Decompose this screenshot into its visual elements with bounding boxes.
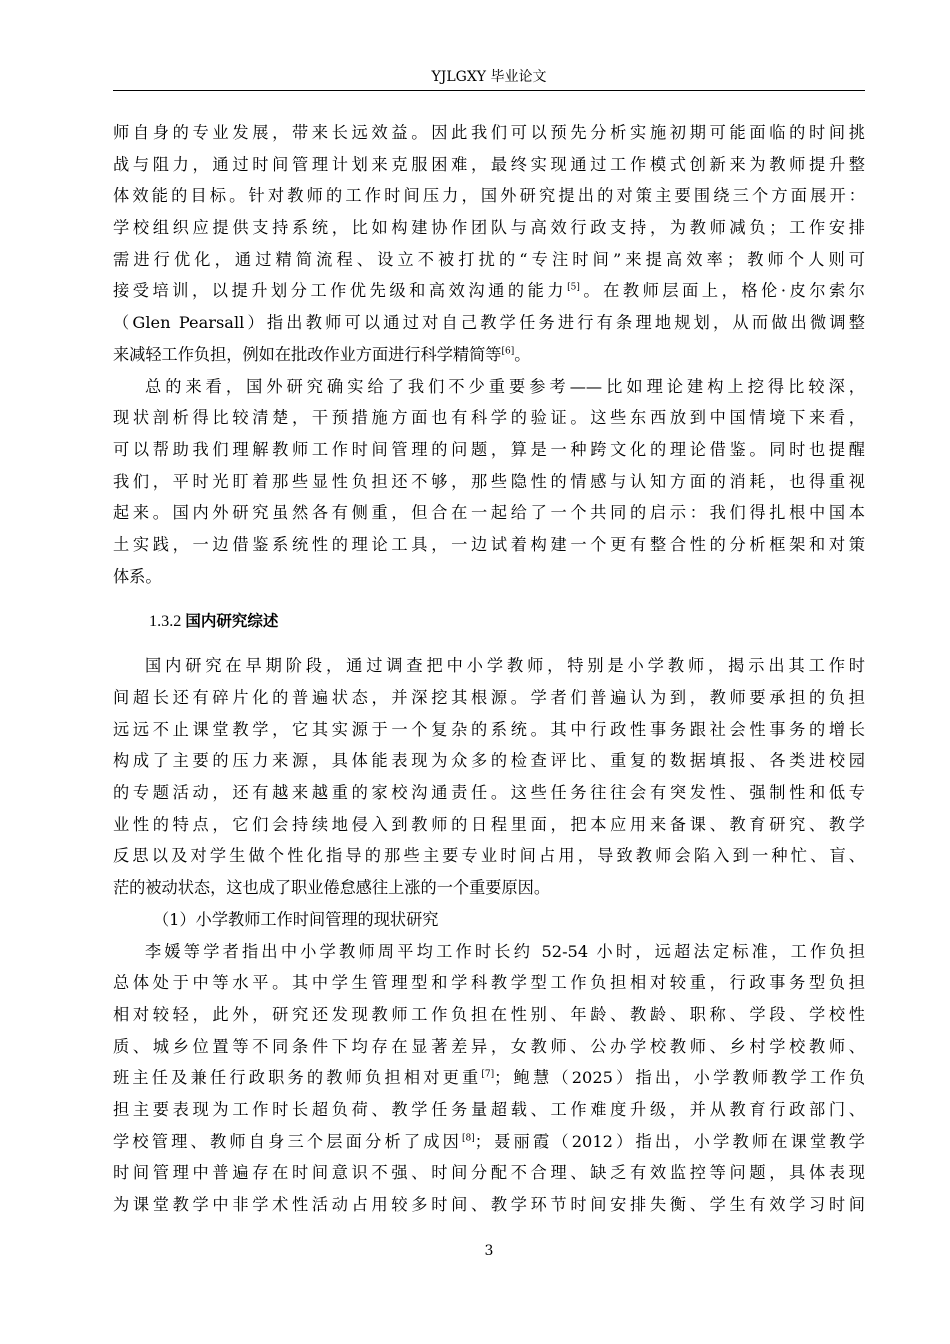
text-line: 间超长还有碎片化的普遍状态，并深挖其根源。学者们普遍认为到，教师要承担的负担: [113, 688, 865, 707]
text-line: 学校组织应提供支持系统，比如构建协作团队与高效行政支持，为教师减负；工作安排: [113, 218, 865, 238]
citation-ref: [5]: [567, 283, 580, 294]
subheading: （1）小学教师工作时间管理的现状研究: [153, 909, 439, 929]
text-line: [113, 1062, 865, 1094]
text-segment: 来减轻工作负担，例如在批改作业方面进行科学精简等: [113, 344, 502, 364]
text-line: 可以帮助我们理解教师工作时间管理的问题，算是一种跨文化的理论借鉴。同时也提醒: [113, 439, 865, 459]
text-line: 国内研究在早期阶段，通过调查把中小学教师，特别是小学教师，揭示出其工作时: [145, 656, 865, 676]
text-segment: 。在教师层面上，格伦·皮尔索尔: [579, 281, 865, 301]
text-segment: 班主任及兼任行政职务的教师负担相对更重: [113, 1068, 482, 1088]
text-line: 远远不止课堂教学，它其实源于一个复杂的系统。其中行政性事务跟社会性事务的增长: [113, 719, 865, 739]
text-line: 土实践，一边借鉴系统性的理论工具，一边试着构建一个更有整合性的分析框架和对策: [113, 534, 865, 554]
text-line: 的专题活动，还有越来越重的家校沟通责任。这些任务往往会有突发性、强制性和低专: [113, 783, 865, 803]
text-line: 质、城乡位置等不同条件下均存在显著差异，女教师、公办学校教师、乡村学校教师、: [113, 1036, 865, 1056]
paragraph-status-research: [113, 936, 865, 1221]
text-line: 构成了主要的压力来源，具体能表现为众多的检查评比、重复的数据填报、各类进校园: [113, 751, 865, 771]
text-line: 茫的被动状态，这也成了职业倦怠感往上涨的一个重要原因。: [113, 878, 551, 898]
text-line: 起来。国内外研究虽然各有侧重，但合在一起给了一个共同的启示：我们得扎根中国本: [113, 503, 865, 523]
text-segment: 。: [514, 344, 531, 364]
document-body: [113, 117, 865, 1221]
text-line: 体效能的目标。针对教师的工作时间压力，国外研究提出的对策主要围绕三个方面展开：: [113, 186, 865, 206]
page-header: YJLGXY 毕业论文: [431, 69, 547, 85]
text-line: 体系。: [113, 566, 162, 586]
section-title: 国内研究综述: [185, 612, 279, 631]
text-line: 反思以及对学生做个性化指导的那些主要专业时间占用，导致教师会陷入到一种忙、盲、: [113, 846, 865, 866]
text-line: 担主要表现为工作时长超负荷、教学任务量超载、工作难度升级，并从教育行政部门、: [113, 1099, 865, 1119]
text-line: （Glen Pearsall）指出教师可以通过对自己教学任务进行有条理地规划，从而做出微调整: [113, 313, 865, 333]
text-line: 需进行优化，通过精简流程、设立不被打扰的“专注时间”来提高效率；教师个人则可: [113, 249, 865, 269]
text-line: 相对较轻，此外，研究还发现教师工作负担在性别、年龄、教龄、职称、学段、学校性: [113, 1004, 865, 1024]
text-line: 总的来看，国外研究确实给了我们不少重要参考——比如理论建构上挖得比较深，: [145, 376, 865, 396]
paragraph-foreign-countermeasures: [113, 117, 865, 371]
citation-ref: [7]: [481, 1069, 495, 1080]
text-line: 战与阻力，通过时间管理计划来克服困难，最终实现通过工作模式创新来为教师提升整: [113, 154, 865, 174]
paragraph-domestic-overview: [113, 650, 865, 904]
text-line: 师自身的专业发展，带来长远效益。因此我们可以预先分析实施初期可能面临的时间挑: [113, 123, 865, 142]
text-line: 业性的特点，它们会持续地侵入到教师的日程里面，把本应用来备课、教育研究、教学: [113, 814, 865, 834]
text-segment: ；鲍慧（2025）指出，小学教师教学工作负: [494, 1068, 865, 1088]
text-line: [113, 339, 865, 371]
text-segment: 接受培训，以提升划分工作优先级和高效沟通的能力: [113, 281, 568, 301]
text-line: 为课堂教学中非学术性活动占用较多时间、教学环节时间安排失衡、学生有效学习时间: [113, 1195, 865, 1214]
citation-ref: [6]: [501, 346, 515, 357]
text-line: 我们，平时光盯着那些显性负担还不够，那些隐性的情感与认知方面的消耗，也得重视: [113, 471, 865, 491]
text-line: 现状剖析得比较清楚，干预措施方面也有科学的验证。这些东西放到中国情境下来看，: [113, 408, 865, 428]
text-line: [113, 275, 865, 307]
text-line: 总体处于中等水平。其中学生管理型和学科教学型工作负担相对较重，行政事务型负担: [113, 973, 865, 993]
text-segment: 学校管理、教师自身三个层面分析了成因: [113, 1131, 463, 1151]
paragraph-summary: [113, 371, 865, 593]
text-segment: ；聂丽霞（2012）指出，小学教师在课堂教学: [474, 1131, 865, 1151]
text-line: 李媛等学者指出中小学教师周平均工作时长约 52-54 小时，远超法定标准，工作负担: [145, 941, 865, 961]
section-heading: [113, 592, 865, 650]
page-number: 3: [484, 1243, 494, 1259]
text-line: [113, 1126, 865, 1158]
citation-ref: [8]: [462, 1133, 475, 1144]
header-rule: [113, 90, 865, 91]
text-line: 时间管理中普遍存在时间意识不强、时间分配不合理、缺乏有效监控等问题，具体表现: [113, 1163, 865, 1183]
section-number: 1.3.2: [149, 612, 186, 631]
